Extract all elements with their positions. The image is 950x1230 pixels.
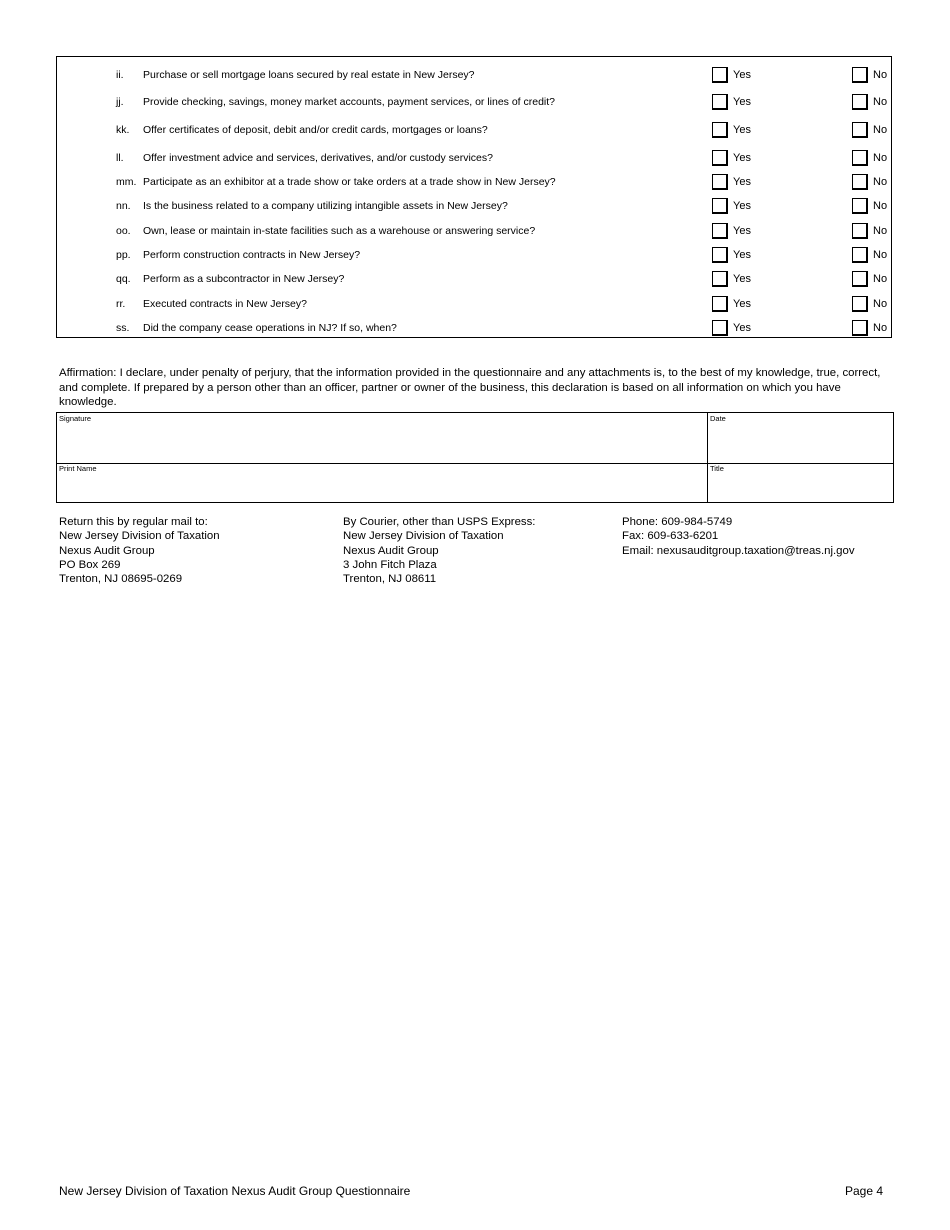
question-letter: ii. xyxy=(116,69,124,81)
question-letter: mm. xyxy=(116,176,137,188)
question-row-pp xyxy=(57,246,891,264)
question-row-kk xyxy=(57,121,891,139)
question-text: Offer certificates of deposit, debit and/or credit cards, mortgages or loans? xyxy=(143,124,488,136)
yes-checkbox[interactable] xyxy=(712,296,728,312)
questions-table xyxy=(56,56,892,338)
question-row-nn xyxy=(57,197,891,215)
date-field[interactable] xyxy=(708,413,893,463)
question-text: Is the business related to a company utilizing intangible assets in New Jersey? xyxy=(143,200,508,212)
question-row-ss xyxy=(57,319,891,337)
question-letter: qq. xyxy=(116,273,131,285)
no-checkbox[interactable] xyxy=(852,122,868,138)
phone-number: Phone: 609-984-5749 xyxy=(622,516,733,528)
question-text: Provide checking, savings, money market accounts, payment services, or lines of credit? xyxy=(143,96,556,108)
yes-checkbox[interactable] xyxy=(712,223,728,239)
contact-info xyxy=(622,515,855,558)
question-row-jj xyxy=(57,93,891,111)
yes-checkbox[interactable] xyxy=(712,67,728,83)
question-letter: kk. xyxy=(116,124,130,136)
courier-line: New Jersey Division of Taxation xyxy=(343,530,504,543)
question-row-rr xyxy=(57,295,891,313)
yes-label: Yes xyxy=(733,200,751,212)
title-field[interactable] xyxy=(708,464,893,502)
mail-line: Trenton, NJ 08695-0269 xyxy=(59,573,183,586)
question-text: Offer investment advice and services, derivatives, and/or custody services? xyxy=(143,152,493,164)
yes-checkbox[interactable] xyxy=(712,122,728,138)
yes-checkbox[interactable] xyxy=(712,94,728,110)
affirmation-text: Affirmation: I declare, under penalty of perjury, that the information provided in the questionnaire and any attachments is, to the best of my knowledge, true, correct, and complete. If prepared by a person other than an officer, partner or owner of the business, this declaration is based on all information on which you have knowledge. xyxy=(59,367,881,408)
fax-number: Fax: 609-633-6201 xyxy=(622,530,719,543)
no-label: No xyxy=(873,124,888,136)
question-text: Perform as a subcontractor in New Jersey? xyxy=(143,273,345,285)
no-checkbox[interactable] xyxy=(852,320,868,336)
question-letter: oo. xyxy=(116,225,131,237)
courier-line: Nexus Audit Group xyxy=(343,544,439,557)
yes-label: Yes xyxy=(733,176,751,188)
question-letter: ss. xyxy=(116,322,130,334)
no-label: No xyxy=(873,298,888,310)
question-text: Own, lease or maintain in-state facilities such as a warehouse or answering service? xyxy=(143,225,536,237)
question-letter: pp. xyxy=(116,249,131,261)
no-checkbox[interactable] xyxy=(852,174,868,190)
no-checkbox[interactable] xyxy=(852,198,868,214)
email-address[interactable]: Email: nexusauditgroup.taxation@treas.nj.gov xyxy=(622,544,855,557)
question-letter: ll. xyxy=(116,152,124,164)
no-checkbox[interactable] xyxy=(852,94,868,110)
question-text: Purchase or sell mortgage loans secured by real estate in New Jersey? xyxy=(143,69,475,81)
mail-heading: Return this by regular mail to: xyxy=(59,516,208,528)
question-letter: nn. xyxy=(116,200,131,212)
question-row-ll xyxy=(57,149,891,167)
signature-label: Signature xyxy=(59,414,92,423)
courier-line: 3 John Fitch Plaza xyxy=(343,558,437,571)
date-label: Date xyxy=(710,414,726,423)
yes-label: Yes xyxy=(733,225,751,237)
question-text: Perform construction contracts in New Jersey? xyxy=(143,249,361,261)
no-label: No xyxy=(873,225,888,237)
no-checkbox[interactable] xyxy=(852,223,868,239)
yes-checkbox[interactable] xyxy=(712,247,728,263)
signature-table xyxy=(56,412,894,503)
no-checkbox[interactable] xyxy=(852,247,868,263)
no-label: No xyxy=(873,322,888,334)
no-label: No xyxy=(873,69,888,81)
yes-checkbox[interactable] xyxy=(712,271,728,287)
courier-heading: By Courier, other than USPS Express: xyxy=(343,516,536,528)
no-checkbox[interactable] xyxy=(852,150,868,166)
no-label: No xyxy=(873,152,888,164)
question-row-ii xyxy=(57,66,891,84)
question-row-mm xyxy=(57,173,891,191)
yes-label: Yes xyxy=(733,152,751,164)
no-label: No xyxy=(873,96,888,108)
question-text: Participate as an exhibitor at a trade show or take orders at a trade show in New Jersey? xyxy=(143,176,556,188)
yes-checkbox[interactable] xyxy=(712,198,728,214)
footer-title: New Jersey Division of Taxation Nexus Audit Group Questionnaire xyxy=(59,1184,411,1198)
no-label: No xyxy=(873,176,888,188)
mail-line: Nexus Audit Group xyxy=(59,544,155,557)
no-checkbox[interactable] xyxy=(852,271,868,287)
question-letter: rr. xyxy=(116,298,126,310)
print-name-label: Print Name xyxy=(59,464,97,473)
question-row-qq xyxy=(57,270,891,288)
print-name-field[interactable] xyxy=(57,464,707,502)
signature-field[interactable] xyxy=(57,413,707,463)
question-text: Executed contracts in New Jersey? xyxy=(143,298,307,310)
yes-label: Yes xyxy=(733,249,751,261)
yes-label: Yes xyxy=(733,322,751,334)
no-checkbox[interactable] xyxy=(852,67,868,83)
courier-line: Trenton, NJ 08611 xyxy=(343,573,437,586)
mail-line: New Jersey Division of Taxation xyxy=(59,530,220,543)
yes-label: Yes xyxy=(733,96,751,108)
question-row-oo xyxy=(57,222,891,240)
no-label: No xyxy=(873,200,888,212)
question-letter: jj. xyxy=(116,96,124,108)
yes-checkbox[interactable] xyxy=(712,174,728,190)
yes-label: Yes xyxy=(733,273,751,285)
mail-address xyxy=(59,515,220,586)
yes-label: Yes xyxy=(733,298,751,310)
yes-label: Yes xyxy=(733,69,751,81)
no-label: No xyxy=(873,249,888,261)
yes-checkbox[interactable] xyxy=(712,320,728,336)
no-label: No xyxy=(873,273,888,285)
question-text: Did the company cease operations in NJ? If so, when? xyxy=(143,322,397,334)
yes-checkbox[interactable] xyxy=(712,150,728,166)
page-number: Page 4 xyxy=(845,1184,884,1198)
courier-address xyxy=(343,515,535,586)
mail-line: PO Box 269 xyxy=(59,558,121,571)
title-label: Title xyxy=(710,464,724,473)
no-checkbox[interactable] xyxy=(852,296,868,312)
yes-label: Yes xyxy=(733,124,751,136)
